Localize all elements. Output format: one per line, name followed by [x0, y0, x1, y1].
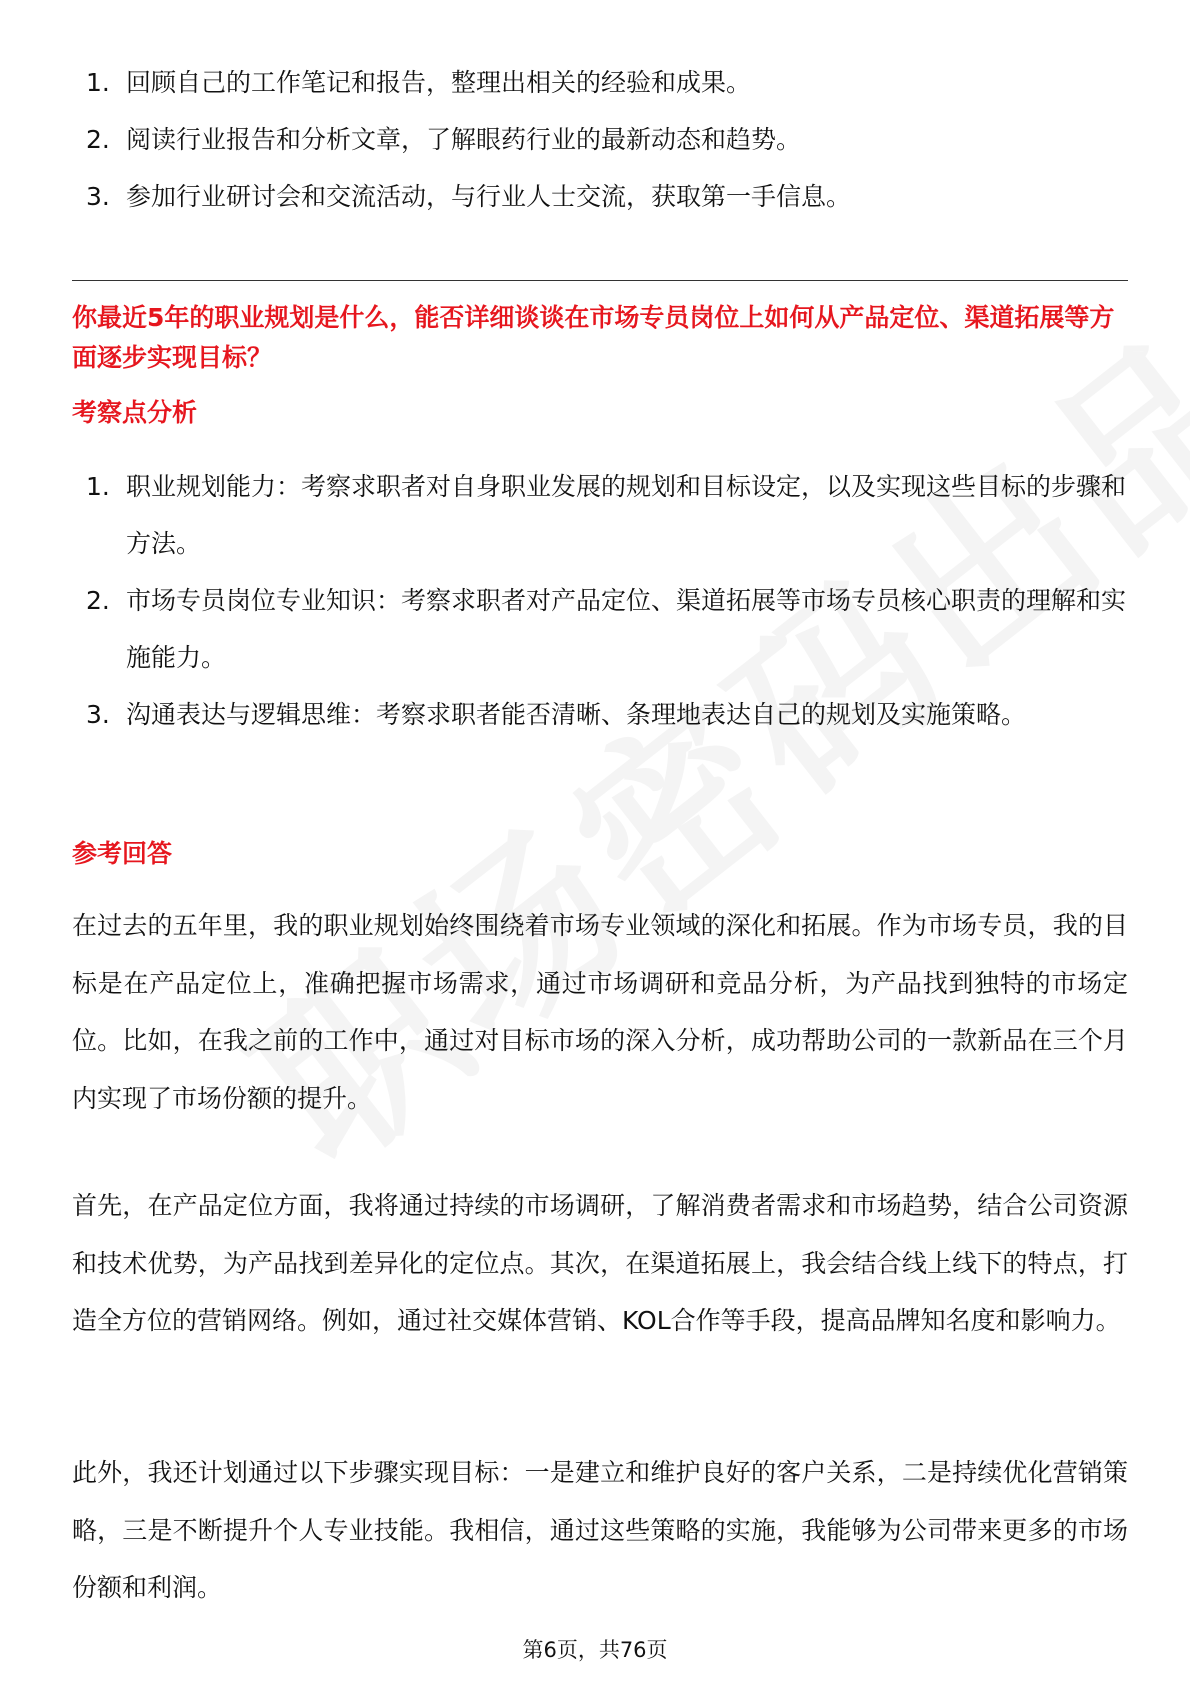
list-item-text: 阅读行业报告和分析文章，了解眼药行业的最新动态和趋势。 — [126, 125, 802, 154]
list-number: 2. — [86, 586, 110, 615]
answer-paragraph: 首先，在产品定位方面，我将通过持续的市场调研，了解消费者需求和市场趋势，结合公司资源和技术优势，为产品找到差异化的定位点。其次，在渠道拓展上，我会结合线上线下的特点，打造全方位的营销网络。例如，通过社交媒体营销、KOL合作等手段，提高品牌知名度和影响力。 — [72, 1191, 1128, 1335]
list-item-text: 回顾自己的工作笔记和报告，整理出相关的经验和成果。 — [126, 68, 752, 97]
list-item — [72, 686, 1128, 743]
list-item — [72, 572, 1128, 686]
list-item — [72, 54, 1128, 111]
question-heading: 你最近5年的职业规划是什么，能否详细谈谈在市场专员岗位上如何从产品定位、渠道拓展等方面逐步实现目标？ — [72, 303, 1115, 372]
list-item-text: 参加行业研讨会和交流活动，与行业人士交流，获取第一手信息。 — [126, 182, 852, 211]
list-item-text: 职业规划能力：考察求职者对自身职业发展的规划和目标设定，以及实现这些目标的步骤和方法。 — [126, 472, 1127, 558]
list-item — [72, 168, 1128, 225]
list-number: 1. — [86, 68, 110, 97]
preparation-list — [72, 54, 1128, 225]
list-item-text: 市场专员岗位专业知识：考察求职者对产品定位、渠道拓展等市场专员核心职责的理解和实施能力。 — [126, 586, 1127, 672]
list-item — [72, 458, 1128, 572]
analysis-heading: 考察点分析 — [72, 398, 198, 427]
list-item-text: 沟通表达与逻辑思维：考察求职者能否清晰、条理地表达自己的规划及实施策略。 — [126, 700, 1027, 729]
answer-heading: 参考回答 — [72, 839, 173, 868]
analysis-list — [72, 458, 1128, 743]
section-divider — [72, 280, 1128, 281]
list-number: 3. — [86, 700, 110, 729]
list-number: 1. — [86, 472, 110, 501]
list-number: 2. — [86, 125, 110, 154]
list-item — [72, 111, 1128, 168]
answer-paragraph: 在过去的五年里，我的职业规划始终围绕着市场专业领域的深化和拓展。作为市场专员，我的目标是在产品定位上，准确把握市场需求，通过市场调研和竞品分析，为产品找到独特的市场定位。比如，在我之前的工作中，通过对目标市场的深入分析，成功帮助公司的一款新品在三个月内实现了市场份额的提升。 — [72, 911, 1128, 1113]
page-number-footer: 第6页，共76页 — [522, 1638, 668, 1662]
answer-paragraph: 此外，我还计划通过以下步骤实现目标：一是建立和维护良好的客户关系，二是持续优化营销策略，三是不断提升个人专业技能。我相信，通过这些策略的实施，我能够为公司带来更多的市场份额和利润。 — [72, 1458, 1128, 1602]
list-number: 3. — [86, 182, 110, 211]
